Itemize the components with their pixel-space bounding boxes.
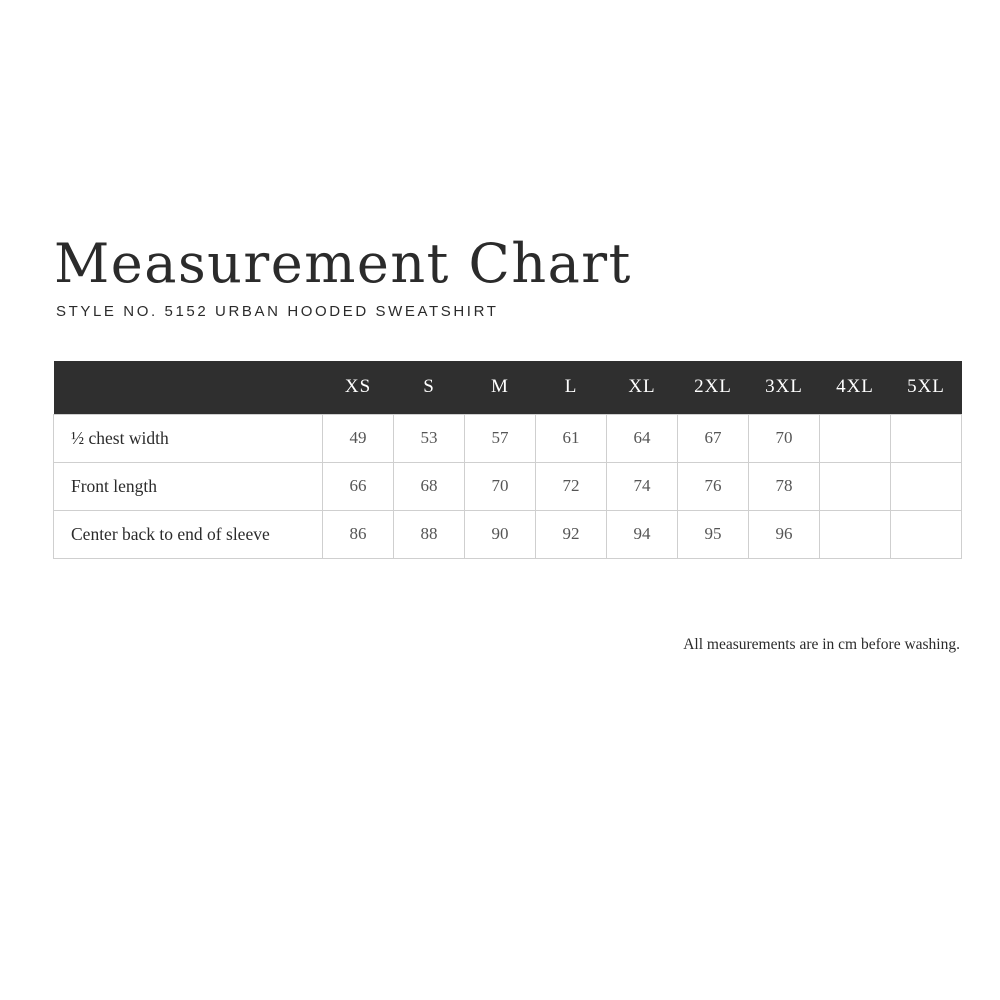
size-header-2xl: 2XL [694,376,732,398]
table-cell: 68 [394,462,465,510]
table-cell: 86 [323,510,394,558]
row-label-chest-width: ½ chest width [54,414,323,462]
measurement-table [53,361,962,559]
table-cell: 61 [536,414,607,462]
table-header [54,361,962,414]
table-cell [820,462,891,510]
table-cell: 78 [749,462,820,510]
table-cell: 66 [323,462,394,510]
measurement-footnote: All measurements are in cm before washing. [683,636,960,653]
table-cell: 96 [749,510,820,558]
size-header-5xl: 5XL [907,376,945,398]
table-cell [820,510,891,558]
size-header-4xl: 4XL [836,376,874,398]
size-header-3xl: 3XL [765,376,803,398]
table-cell: 49 [323,414,394,462]
size-header-s: S [423,376,435,398]
table-row-chest-width [54,414,962,462]
size-header-xs: XS [344,376,372,398]
table-cell: 64 [607,414,678,462]
page-subtitle: STYLE NO. 5152 URBAN HOODED SWEATSHIRT [56,303,499,320]
table-header-row [54,361,962,414]
table-cell: 74 [607,462,678,510]
table-cell: 90 [465,510,536,558]
table-cell: 72 [536,462,607,510]
row-label-front-length: Front length [54,462,323,510]
table-cell [820,414,891,462]
table-cell: 70 [749,414,820,462]
table-row-front-length [54,462,962,510]
table-cell: 88 [394,510,465,558]
size-header-m: M [491,376,509,398]
table-row-sleeve-length [54,510,962,558]
table-cell: 57 [465,414,536,462]
table-cell: 76 [678,462,749,510]
row-label-sleeve-length: Center back to end of sleeve [54,510,323,558]
table-cell [891,510,962,558]
table-cell: 67 [678,414,749,462]
size-header-xl: XL [628,376,656,398]
table-cell [891,414,962,462]
page-title: Measurement Chart [54,232,632,295]
size-header-l: L [564,376,578,398]
table-corner-cell [54,361,323,414]
table-body [54,414,962,558]
table-cell [891,462,962,510]
table-cell: 95 [678,510,749,558]
table-cell: 94 [607,510,678,558]
table-cell: 70 [465,462,536,510]
table-cell: 92 [536,510,607,558]
table-cell: 53 [394,414,465,462]
